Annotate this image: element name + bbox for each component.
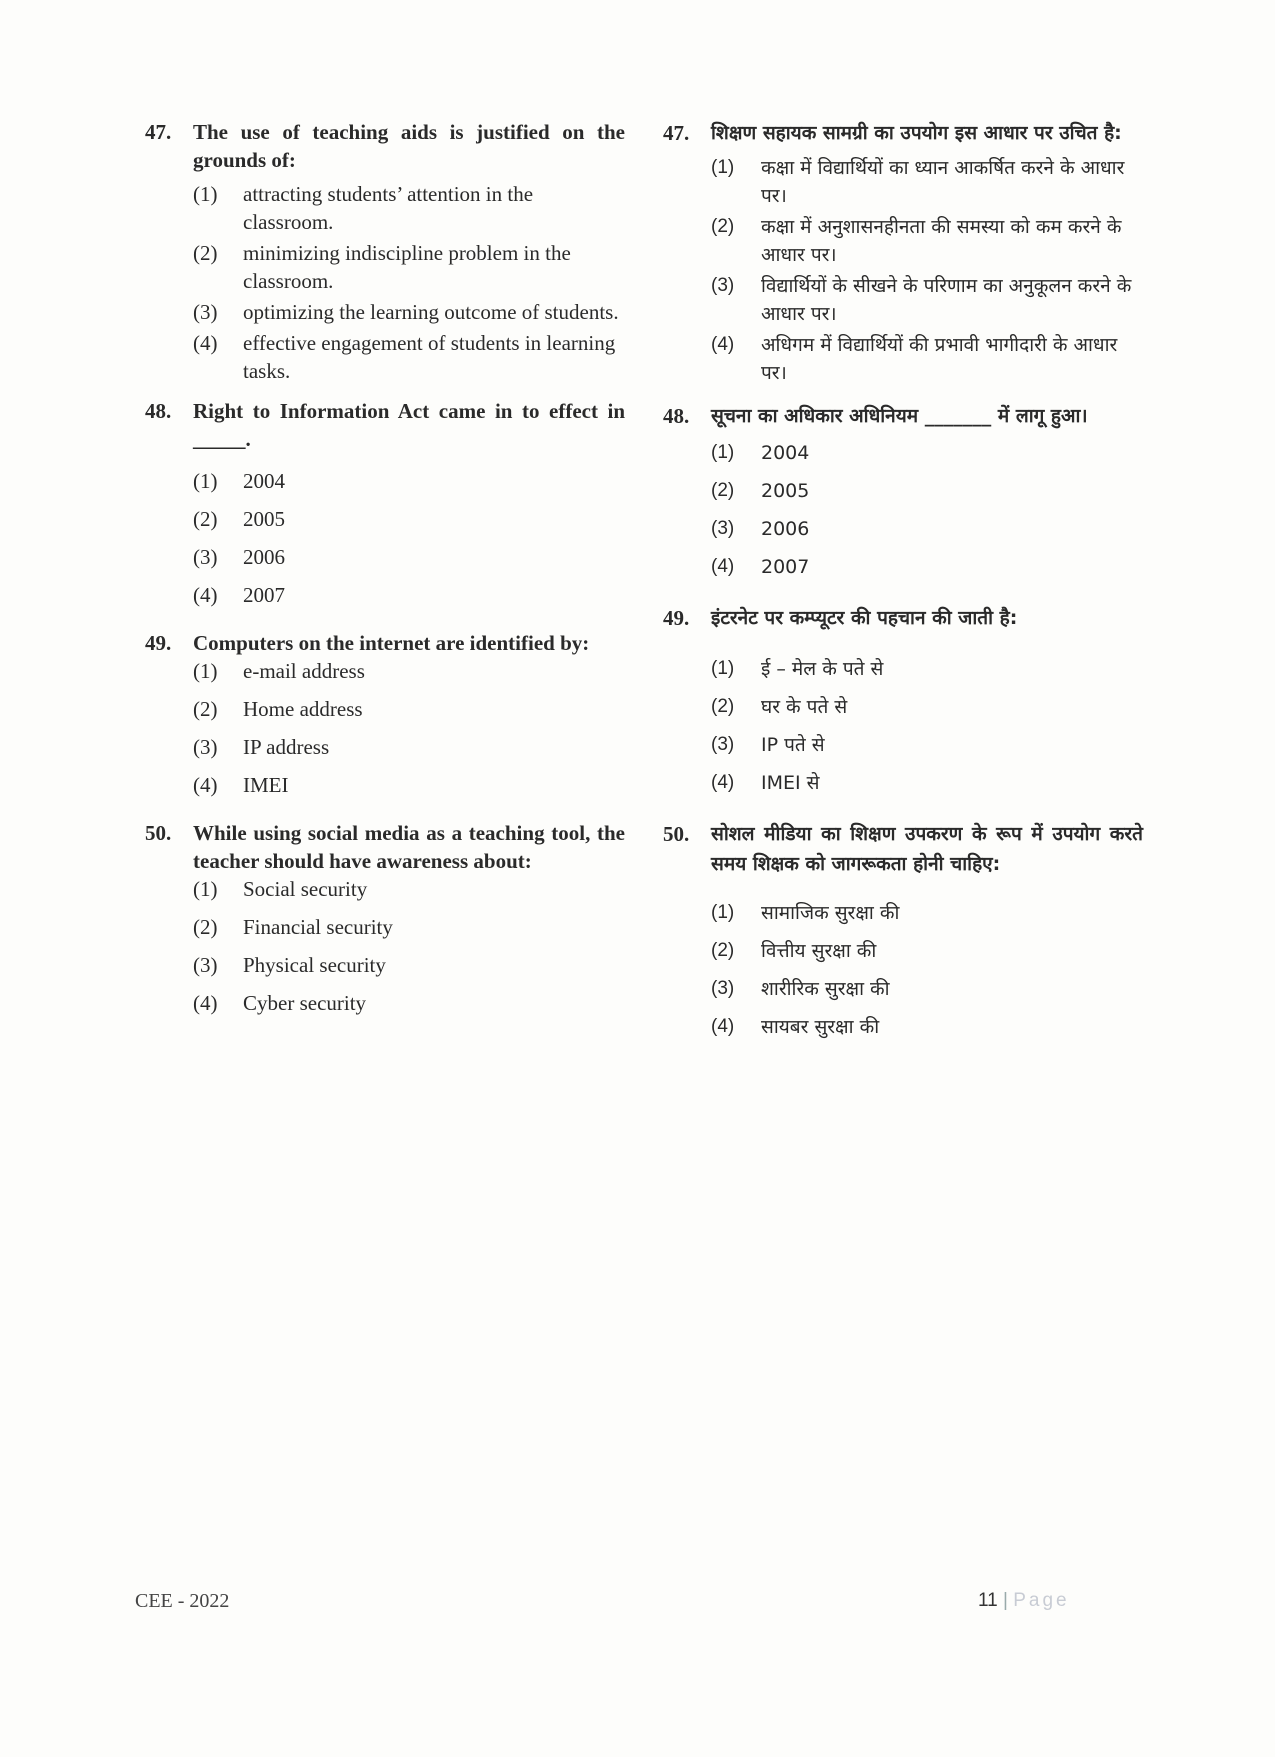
option-4 [145,581,625,609]
question-48-en [145,397,625,609]
page-separator: | [997,1590,1014,1611]
option-4 [145,989,625,1017]
question-49-hi [663,603,1143,797]
question-number: 49. [663,606,690,630]
option-number: (2) [711,696,735,717]
question-number: 47. [663,121,690,145]
option-text: कक्षा में विद्यार्थियों का ध्यान आकर्षित करने के आधार पर। [761,157,1125,207]
option-number: (4) [193,583,218,607]
option-number: (2) [711,940,735,961]
option-text: ई – मेल के पते से [761,658,884,680]
question-47-en [145,118,625,385]
option-text: 2005 [243,507,285,531]
option-2 [663,693,1143,721]
question-48-hi [663,401,1143,581]
option-1 [663,899,1143,927]
option-number: (3) [193,545,218,569]
option-number: (1) [193,182,218,206]
option-text: सामाजिक सुरक्षा की [761,902,900,924]
option-text: IMEI [243,773,289,797]
option-text: Cyber security [243,991,367,1015]
option-text: कक्षा में अनुशासनहीनता की समस्या को कम करने के आधार पर। [761,216,1122,266]
option-2 [145,913,625,941]
option-3 [663,272,1143,328]
option-3 [663,975,1143,1003]
option-1 [663,439,1143,467]
option-number: (2) [193,697,218,721]
option-2 [145,505,625,533]
option-text: effective engagement of students in learning tasks. [243,331,616,383]
option-2 [663,937,1143,965]
question-number: 48. [145,399,172,423]
option-number: (1) [711,902,735,923]
option-number: (3) [193,300,218,324]
option-4 [663,331,1143,387]
option-4 [145,329,625,385]
option-text: Home address [243,697,363,721]
option-number: (3) [711,978,735,999]
option-3 [145,951,625,979]
option-text: IMEI से [761,772,820,794]
option-number: (2) [193,241,218,265]
option-number: (1) [711,658,735,679]
option-1 [145,467,625,495]
option-number: (4) [193,773,218,797]
option-3 [663,515,1143,543]
question-50-hi [663,819,1143,1041]
question-49-en [145,629,625,799]
option-number: (1) [193,469,218,493]
option-text: अधिगम में विद्यार्थियों की प्रभावी भागीदारी के आधार पर। [761,334,1118,384]
option-1 [663,154,1143,210]
question-text: इंटरनेट पर कम्प्यूटर की पहचान की जाती है: [711,607,1018,629]
option-3 [145,543,625,571]
option-text: e-mail address [243,659,365,683]
option-number: (1) [711,442,735,463]
option-text: Physical security [243,953,386,977]
option-4 [663,1013,1143,1041]
question-number: 49. [145,631,172,655]
option-text: विद्यार्थियों के सीखने के परिणाम का अनुकूलन करने के आधार पर। [761,275,1132,325]
option-1 [145,657,625,685]
option-text: optimizing the learning outcome of students. [243,300,619,324]
option-text: 2007 [243,583,285,607]
option-1 [145,180,625,236]
option-1 [663,655,1143,683]
option-number: (3) [711,518,735,539]
question-text: सोशल मीडिया का शिक्षण उपकरण के रूप में उपयोग करते समय शिक्षक को जागरूकता होनी चाहिए: [711,823,1143,875]
option-2 [145,239,625,295]
option-1 [145,875,625,903]
option-number: (1) [193,877,218,901]
option-number: (4) [711,772,735,793]
option-4 [663,553,1143,581]
option-3 [145,733,625,761]
option-text: घर के पते से [761,696,848,718]
option-number: (2) [193,915,218,939]
question-text: While using social media as a teaching tool, the teacher should have awareness about: [193,821,625,873]
question-text: The use of teaching aids is justified on the grounds of: [193,120,625,172]
option-text: 2005 [761,480,810,502]
exam-code: CEE - 2022 [135,1590,230,1612]
question-number: 50. [145,821,172,845]
option-number: (4) [711,334,735,355]
option-number: (4) [193,991,218,1015]
question-text: सूचना का अधिकार अधिनियम _______ में लागू हुआ। [711,405,1088,427]
page-word: Page [1013,1590,1070,1611]
option-number: (2) [711,480,735,501]
option-text: 2004 [761,442,810,464]
option-text: वित्तीय सुरक्षा की [761,940,877,962]
option-text: शारीरिक सुरक्षा की [761,978,890,1000]
option-number: (2) [711,216,735,237]
option-number: (3) [193,735,218,759]
question-50-en [145,819,625,1017]
option-text: IP address [243,735,330,759]
option-text: 2007 [761,556,810,578]
option-number: (3) [711,734,735,755]
option-text: Financial security [243,915,393,939]
option-number: (2) [193,507,218,531]
option-text: 2006 [243,545,285,569]
english-column [145,118,625,1017]
option-4 [145,771,625,799]
option-2 [663,477,1143,505]
option-text: 2004 [243,469,285,493]
question-text: शिक्षण सहायक सामग्री का उपयोग इस आधार पर उचित है: [711,122,1122,144]
option-text: minimizing indiscipline problem in the classroom. [243,241,571,293]
option-text: attracting students’ attention in the classroom. [243,182,534,234]
question-text: Computers on the internet are identified by: [193,631,590,655]
question-number: 50. [663,822,690,846]
option-text: Social security [243,877,368,901]
question-number: 47. [145,120,172,144]
option-text: IP पते से [761,734,825,756]
question-47-hi [663,118,1143,387]
option-text: 2006 [761,518,810,540]
option-text: सायबर सुरक्षा की [761,1016,880,1038]
option-number: (1) [711,157,735,178]
option-4 [663,769,1143,797]
option-3 [145,298,625,326]
option-number: (4) [193,331,218,355]
option-number: (3) [711,275,735,296]
option-number: (4) [711,556,735,577]
option-2 [145,695,625,723]
option-3 [663,731,1143,759]
option-number: (3) [193,953,218,977]
question-text: Right to Information Act came in to effect in _____. [193,399,625,451]
hindi-column [663,118,1143,1041]
option-2 [663,213,1143,269]
page-num: 11 [978,1590,998,1611]
option-number: (4) [711,1016,735,1037]
option-number: (1) [193,659,218,683]
page-number [978,1590,1070,1612]
question-number: 48. [663,404,690,428]
